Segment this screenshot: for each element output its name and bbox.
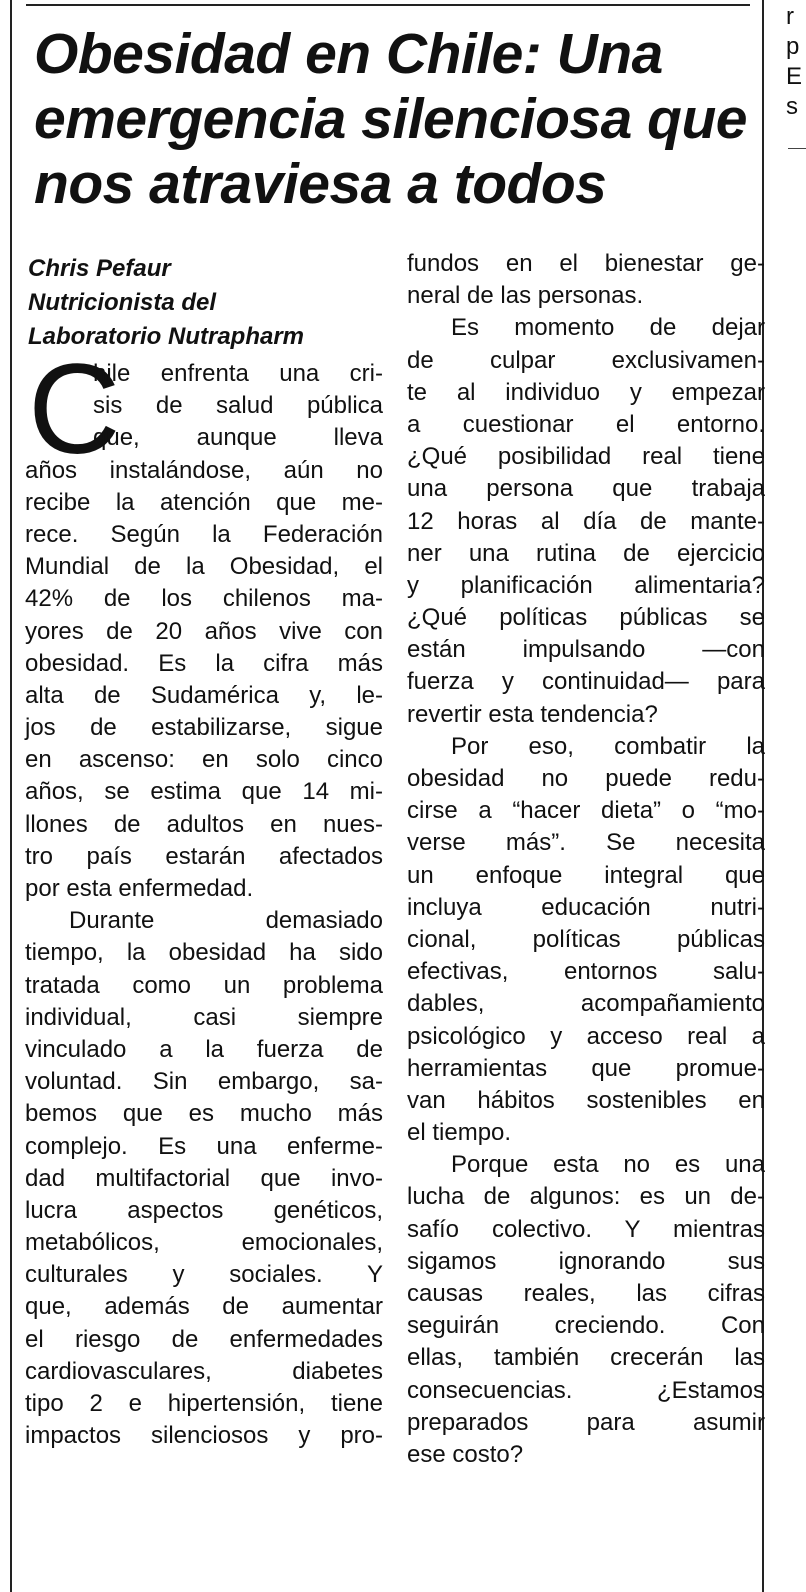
text-line: un enfoque integral que (407, 861, 765, 889)
text-line: safío colectivo. Y mientras (407, 1215, 765, 1243)
text-line: metabólicos, emocionales, (25, 1229, 383, 1257)
text-line: hile enfrenta una cri- (93, 360, 383, 387)
text-line: están impulsando —con (407, 636, 765, 664)
text-line: herramientas que promue- (407, 1054, 765, 1082)
text-line: Mundial de la Obesidad, el (25, 553, 383, 581)
text-line: 42% de los chilenos ma- (25, 585, 383, 613)
text-line: en ascenso: en solo cinco (25, 746, 383, 774)
text-line: el tiempo. (407, 1119, 512, 1147)
text-line: seguirán creciendo. Con (407, 1312, 765, 1340)
text-line: psicológico y acceso real a (407, 1022, 765, 1050)
text-line: alta de Sudamérica y, le- (25, 681, 383, 709)
text-line: Durante demasiado (69, 907, 383, 935)
text-line: el riesgo de enfermedades (25, 1325, 383, 1353)
text-line: dad multifactorial que invo- (25, 1164, 383, 1192)
left-column-rule (10, 0, 12, 1592)
text-line: tiempo, la obesidad ha sido (25, 939, 383, 967)
text-line: jos de estabilizarse, sigue (25, 714, 383, 742)
text-line: Por eso, combatir la (451, 732, 765, 760)
text-line: cional, políticas públicas (407, 925, 765, 953)
text-line: cirse a “hacer dieta” o “mo- (407, 797, 765, 825)
text-line: y planificación alimentaria? (407, 571, 765, 599)
text-line: impactos silenciosos y pro- (25, 1422, 383, 1450)
text-line: ellas, también crecerán las (407, 1344, 765, 1372)
text-line: llones de adultos en nues- (25, 810, 383, 838)
adjacent-column-fragment: r p E s (786, 3, 803, 120)
text-line: años, se estima que 14 mi- (25, 778, 383, 806)
text-line: tipo 2 e hipertensión, tiene (25, 1390, 383, 1417)
text-line: Porque esta no es una (451, 1151, 765, 1179)
text-line: complejo. Es una enferme- (25, 1132, 383, 1160)
text-line: bemos que es mucho más (25, 1100, 383, 1128)
text-line: fuerza y continuidad— para (407, 668, 765, 696)
text-line: neral de las personas. (407, 282, 644, 310)
text-line: verse más”. Se necesita (407, 829, 765, 857)
text-line: rece. Según la Federación (25, 520, 383, 548)
top-rule (26, 4, 750, 6)
text-line: lucra aspectos genéticos, (25, 1196, 383, 1224)
text-line: obesidad. Es la cifra más (25, 649, 383, 677)
text-line: vinculado a la fuerza de (25, 1035, 383, 1063)
text-line: cardiovasculares, diabetes (25, 1357, 383, 1385)
text-line: a cuestionar el entorno. (407, 410, 765, 438)
text-line: que, aunque lleva (93, 424, 383, 452)
text-line: ner una rutina de ejercicio (407, 539, 765, 567)
text-line: consecuencias. ¿Estamos (407, 1376, 765, 1404)
text-line: culturales y sociales. Y (25, 1261, 383, 1289)
text-line: por esta enfermedad. (25, 875, 254, 902)
text-line: te al individuo y empezar (407, 378, 765, 406)
text-line: tratada como un problema (25, 971, 383, 999)
adjacent-column-rule (788, 148, 806, 149)
text-line: ¿Qué políticas públicas se (407, 604, 765, 632)
text-line: recibe la atención que me- (25, 488, 383, 516)
article-column-1 (25, 338, 383, 1452)
text-line: incluya educación nutri- (407, 893, 765, 921)
text-line: Es momento de dejar (451, 314, 765, 342)
text-line: causas reales, las cifras (407, 1280, 765, 1307)
text-line: sigamos ignorando sus (407, 1247, 765, 1275)
text-line: voluntad. Sin embargo, sa- (25, 1068, 383, 1096)
text-line: lucha de algunos: es un de- (407, 1183, 765, 1211)
text-line: dables, acompañamiento (407, 990, 765, 1018)
text-line: sis de salud pública (93, 392, 383, 420)
text-line: que, además de aumentar (25, 1293, 383, 1321)
text-line: años instalándose, aún no (25, 456, 383, 484)
author-name: Chris Pefaur (28, 255, 171, 282)
text-line: obesidad no puede redu- (407, 765, 765, 792)
article-headline: Obesidad en Chile: Una emergencia silenciosa que nos atraviesa a todos (34, 22, 747, 216)
text-line: preparados para asumir (407, 1408, 765, 1436)
text-line: 12 horas al día de mante- (407, 507, 765, 535)
author-title: Nutricionista del (28, 289, 217, 316)
article-column-2 (407, 248, 765, 1471)
text-line: yores de 20 años vive con (25, 617, 383, 645)
text-line: de culpar exclusivamen- (407, 346, 765, 374)
text-line: tro país estarán afectados (25, 842, 383, 870)
text-line: fundos en el bienestar ge- (407, 250, 765, 277)
text-line: ¿Qué posibilidad real tiene (407, 443, 765, 471)
drop-cap: C (28, 338, 121, 481)
text-line: efectivas, entornos salu- (407, 958, 765, 986)
text-line: van hábitos sostenibles en (407, 1086, 765, 1114)
author-affiliation: Laboratorio Nutrapharm (28, 323, 305, 350)
text-line: revertir esta tendencia? (407, 700, 658, 728)
text-line: ese costo? (407, 1440, 524, 1468)
text-line: una persona que trabaja (407, 475, 765, 503)
text-line: individual, casi siempre (25, 1003, 383, 1031)
